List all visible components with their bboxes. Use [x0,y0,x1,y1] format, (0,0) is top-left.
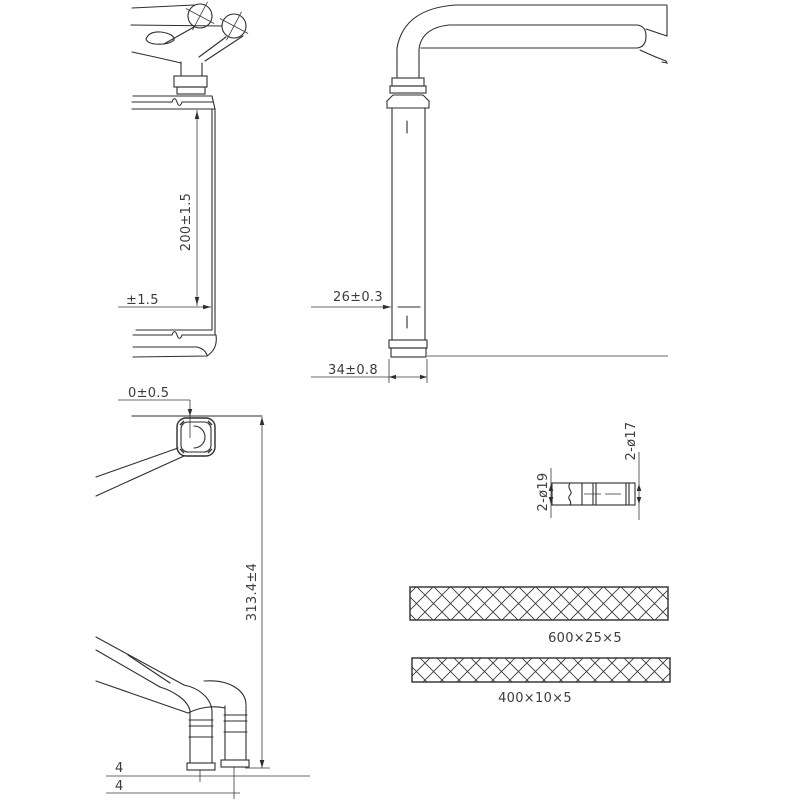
dim-26-label: 26±0.3 [333,290,383,305]
side-pipes [397,5,667,63]
bottom-flange-2 [391,348,426,357]
dim-34-label: 34±0.8 [328,363,378,378]
dim-pipe2-label: 4 [115,779,124,794]
gasket-large [410,587,668,620]
dim-outlet-label: 2-ø17 [624,421,639,461]
grommet-band-1 [392,78,424,86]
core-column [392,108,425,340]
gasket-strips [410,587,670,706]
dim-inlet-label: 2-ø19 [536,472,551,512]
dim-core-height [179,110,199,306]
side-view [311,5,668,383]
dim-core-height-label: 200±1.5 [179,192,194,252]
gasket-large-label: 600×25×5 [548,631,622,646]
pipe-end-1 [187,711,215,770]
dim-pipe1-label: 4 [115,761,124,776]
inlet-pipes [131,5,243,63]
grommet-plate-end [177,418,215,456]
dim-offset-label: 0±0.5 [128,386,170,401]
front-view [118,0,256,357]
dim-pipe1-cut [106,761,310,782]
pipe-flange-bottom [177,87,205,94]
dim-pipe2-cut [106,767,240,799]
dim-flange-34 [311,359,427,383]
grommet-band-2 [390,86,426,93]
grommet-block [387,95,429,108]
bottom-flange-1 [389,340,427,348]
pipe-runs [96,448,246,713]
dim-total-height-label: 313.4±4 [245,562,260,622]
fitting-detail [536,422,641,520]
profile-view [96,386,310,799]
dim-core-width-label: ±1.5 [126,293,159,308]
pipe-flange-top [174,76,207,87]
pipe-end-2 [221,706,249,767]
dim-total-height [245,417,270,768]
core-body [132,96,216,357]
gasket-small-label: 400×10×5 [498,691,572,706]
break-line [569,483,571,505]
gasket-small [412,658,670,682]
dim-pipe-26 [311,290,391,309]
